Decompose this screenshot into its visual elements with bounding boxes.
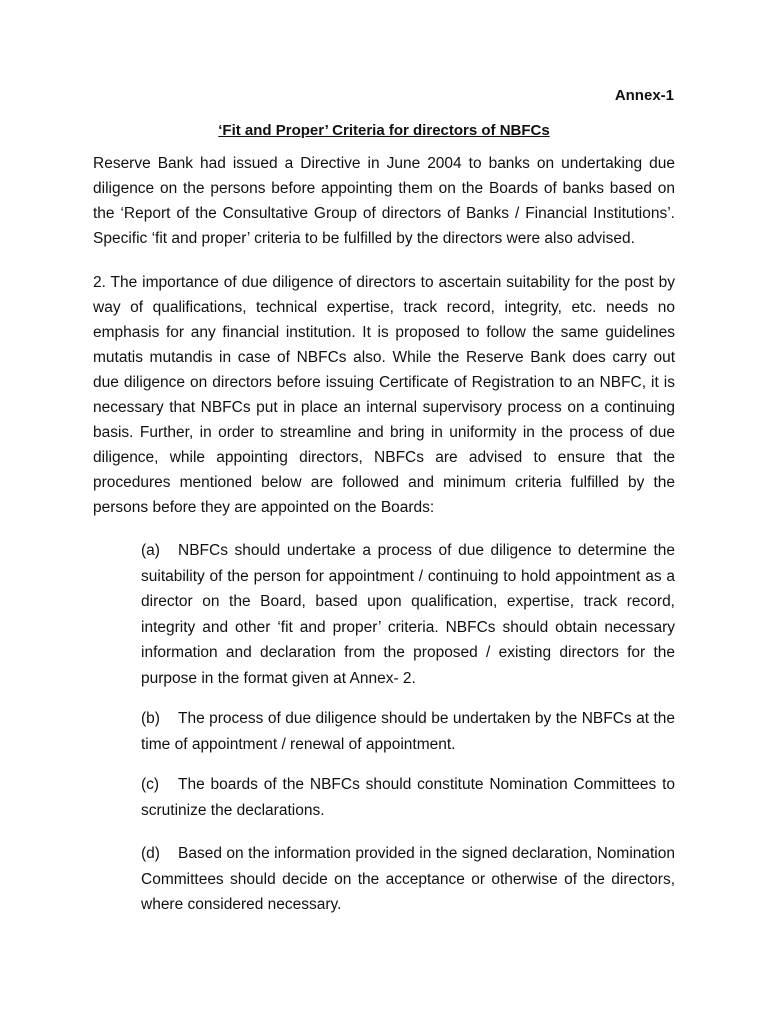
list-item-c <box>141 772 675 823</box>
list-item-text: The boards of the NBFCs should constitute Nomination Committees to scrutinize the declarations. <box>141 776 675 819</box>
list-item-label: (c) <box>141 776 160 793</box>
list-item-text: NBFCs should undertake a process of due diligence to determine the suitability of the person for appointment / continuing to hold appointment as a director on the Board, based upon qualification, expertise, track record, integrity and other ‘fit and proper’ criteria. NBFCs should obtain necessary information and declaration from the proposed / existing directors for the purpose in the format given at Annex- 2. <box>141 542 675 687</box>
list-item-text: Based on the information provided in the signed declaration, Nomination Committees should decide on the acceptance or otherwise of the directors, where considered necessary. <box>141 845 675 913</box>
list-item-label: (d) <box>141 845 160 862</box>
list-item-text: The process of due diligence should be undertaken by the NBFCs at the time of appointment / renewal of appointment. <box>141 710 675 753</box>
document-title: ‘Fit and Proper’ Criteria for directors of NBFCs <box>218 122 550 139</box>
annex-label: Annex-1 <box>614 87 674 104</box>
paragraph-1: Reserve Bank had issued a Directive in June 2004 to banks on undertaking due diligence on the persons before appointing them on the Boards of banks based on the ‘Report of the Consultative Group of directors of Banks / Financial Institutions’. Specific ‘fit and proper’ criteria to be fulfilled by the directors were also advised. <box>93 155 675 247</box>
paragraph-2: 2. The importance of due diligence of directors to ascertain suitability for the post by way of qualifications, technical expertise, track record, integrity, etc. needs no emphasis for any financial institution. It is proposed to follow the same guidelines mutatis mutandis in case of NBFCs also. While the Reserve Bank does carry out due diligence on directors before issuing Certificate of Registration to an NBFC, it is necessary that NBFCs put in place an internal supervisory process on a continuing basis. Further, in order to streamline and bring in uniformity in the process of due diligence, while appointing directors, NBFCs are advised to ensure that the procedures mentioned below are followed and minimum criteria fulfilled by the persons before they are appointed on the Boards: <box>93 274 675 516</box>
list-item-a <box>141 538 675 691</box>
list-item-b <box>141 706 675 757</box>
list-item-d <box>141 841 675 918</box>
list-item-label: (b) <box>141 710 160 727</box>
list-item-label: (a) <box>141 542 160 559</box>
